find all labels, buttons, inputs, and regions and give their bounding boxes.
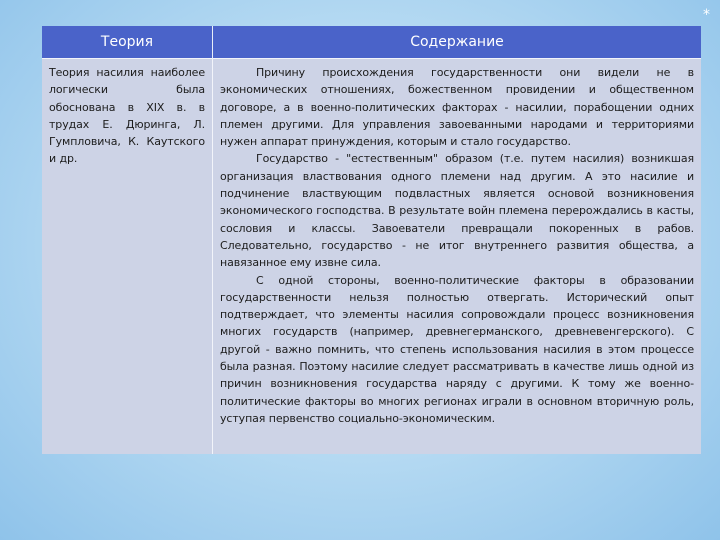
cell-content	[213, 59, 702, 455]
header-content: Содержание	[213, 26, 702, 59]
slide-corner-mark: *	[703, 7, 710, 23]
header-theory: Теория	[42, 26, 213, 59]
content-paragraph-1: Причину происхождения государственности они видели не в экономических отношениях, божественном провидении и общественном договоре, а в военно-политических факторах - насилии, порабощении одних племен другими. Для управления завоеванными народами и территориями нужен аппарат принуждения, которым и стало государство.	[220, 66, 694, 149]
table-header-row	[42, 26, 701, 59]
theory-table	[42, 26, 701, 454]
table-row	[42, 59, 701, 455]
content-paragraph-2: Государство - "естественным" образом (т.е. путем насилия) возникшая организация властвования одного племени над другим. А это насилие и подчинение властвующим подвластных является основой возникновения экономического господства. В результате войн племена перерождались в касты, сословия и классы. Завоеватели превращали покоренных в рабов. Следовательно, государство - не итог внутреннего развития общества, а навязанное ему извне сила.	[220, 152, 694, 270]
cell-theory: Теория насилия наиболее логически была обоснована в XIX в. в трудах Е. Дюринга, Л. Гумпловича, К. Каутского и др.	[42, 59, 213, 455]
content-paragraph-3: С одной стороны, военно-политические факторы в образовании государственности нельзя полностью отвергать. Исторический опыт подтверждает, что элементы насилия сопровождали процесс возникновения многих государств (например, древнегерманского, древневенгерского). С другой - важно помнить, что степень использования насилия в этом процессе была разная. Поэтому насилие следует рассматривать в качестве лишь одной из причин возникновения государства наряду с другими. К тому же военно-политические факторы во многих регионах играли в основном вторичную роль, уступая первенство социально-экономическим.	[220, 273, 694, 425]
